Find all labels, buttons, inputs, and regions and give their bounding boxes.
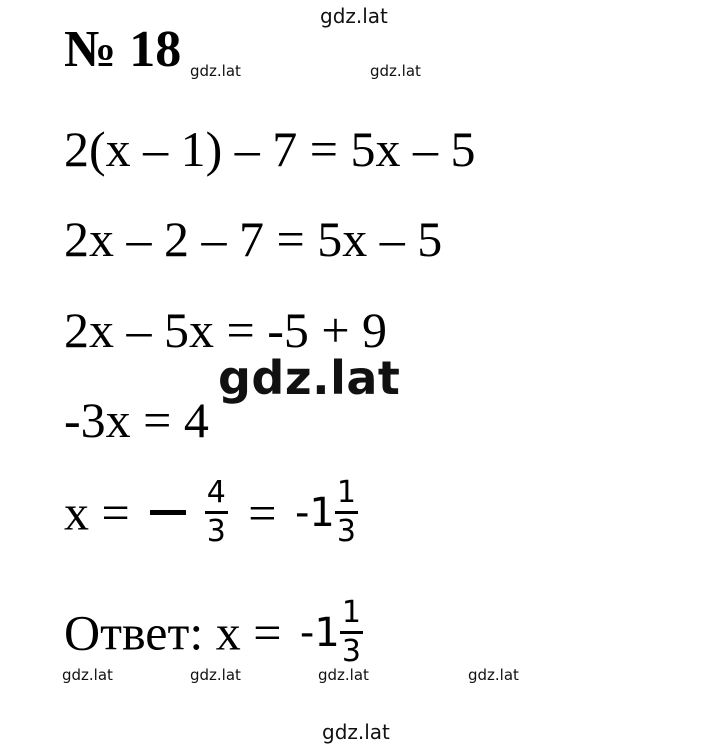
minus-sign xyxy=(150,510,186,515)
mixed-numerator: 1 xyxy=(335,478,358,514)
mixed-fraction xyxy=(335,475,358,549)
watermark-bottom: gdz.lat xyxy=(322,720,390,744)
watermark-bottom-2: gdz.lat xyxy=(190,666,241,684)
watermark-near-title-right: gdz.lat xyxy=(370,62,421,80)
fraction-four-thirds xyxy=(205,475,228,549)
equation-line-1: 2(x – 1) – 7 = 5x – 5 xyxy=(64,121,476,177)
answer-line xyxy=(64,595,363,669)
watermark-center: gdz.lat xyxy=(218,351,401,405)
watermark-bottom-1: gdz.lat xyxy=(62,666,113,684)
answer-label: Ответ: x = xyxy=(64,604,282,661)
watermark-bottom-4: gdz.lat xyxy=(468,666,519,684)
solution-equals: = xyxy=(248,484,277,541)
mixed-denominator: 3 xyxy=(336,514,356,549)
solution-line xyxy=(64,475,358,549)
answer-mixed-numerator: 1 xyxy=(340,598,363,634)
watermark-near-title: gdz.lat xyxy=(190,62,241,80)
fraction-numerator: 4 xyxy=(205,478,228,514)
answer-mixed-fraction xyxy=(340,595,363,669)
equation-line-2: 2x – 2 – 7 = 5x – 5 xyxy=(64,211,443,267)
watermark-bottom-3: gdz.lat xyxy=(318,666,369,684)
solution-lhs: x = xyxy=(64,484,130,541)
fraction-denominator: 3 xyxy=(206,514,226,549)
problem-title: № 18 xyxy=(64,21,182,78)
watermark-top: gdz.lat xyxy=(320,4,388,28)
equation-line-3: 2x – 5x = -5 + 9 xyxy=(64,302,388,358)
mixed-whole: -1 xyxy=(295,489,335,536)
equation-line-4: -3x = 4 xyxy=(64,392,209,448)
answer-mixed-whole: -1 xyxy=(299,609,340,656)
answer-mixed-denominator: 3 xyxy=(341,634,361,669)
